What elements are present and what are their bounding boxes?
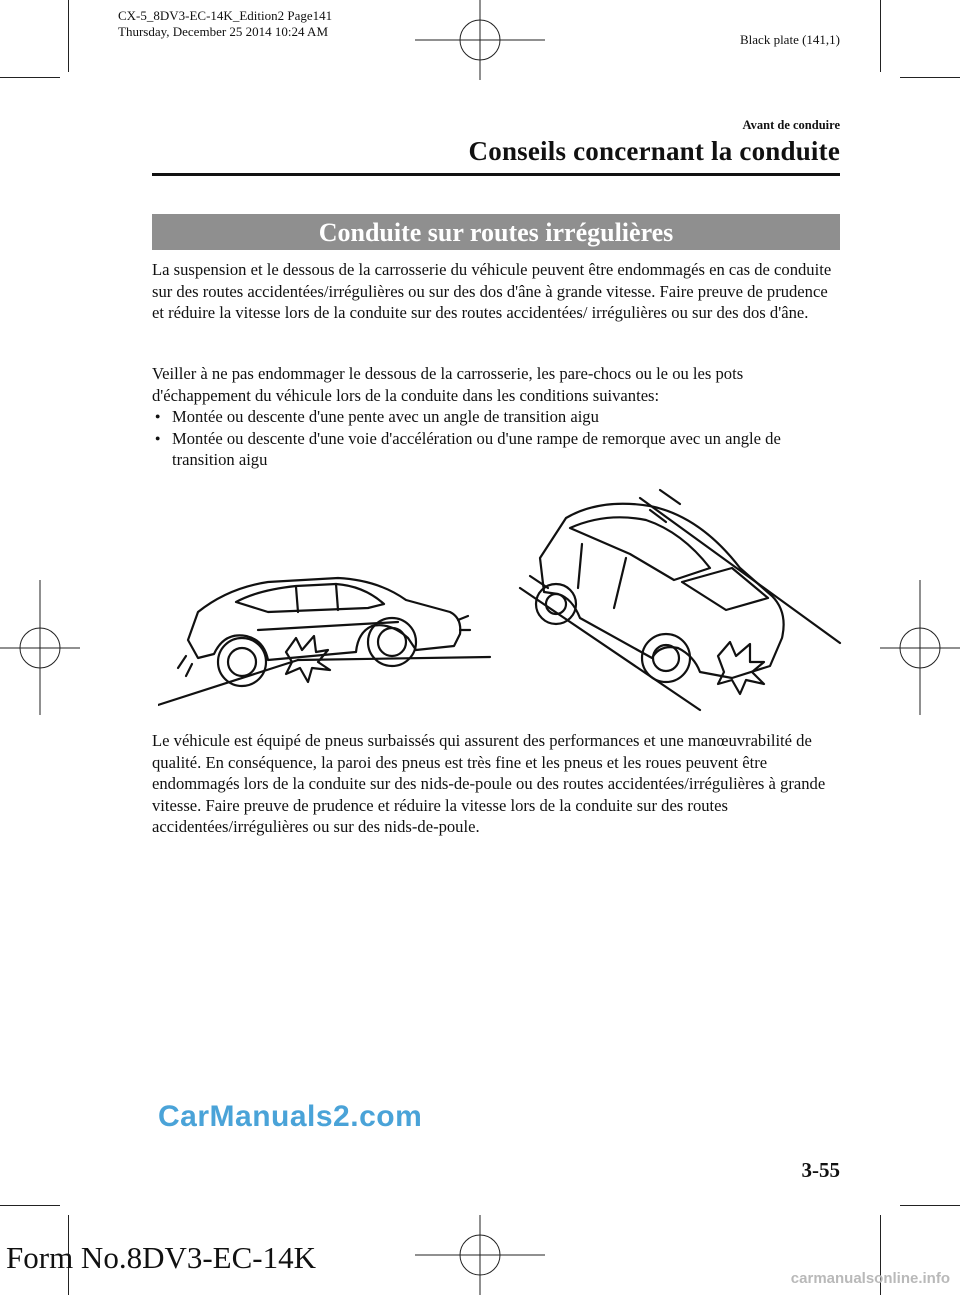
registration-mark-top (415, 0, 545, 80)
paragraph-underbody: Veiller à ne pas endommager le dessous de la carrosserie, les pare-chocs ou le ou les pots d'échappement du véhicule lors de la conduite dans les conditions suivantes: (152, 364, 744, 405)
header-rule (152, 173, 840, 176)
form-number: Form No.8DV3-EC-14K (6, 1240, 316, 1275)
chapter-label: Avant de conduire (742, 118, 840, 132)
crop-mark (68, 0, 69, 72)
file-info-line2: Thursday, December 25 2014 10:24 AM (118, 24, 329, 39)
file-info (118, 8, 332, 40)
crop-mark (900, 1205, 960, 1206)
registration-mark-right (880, 580, 960, 715)
page-heading: Conduite sur routes irrégulières (152, 214, 840, 250)
car-slope-illustration (510, 488, 845, 713)
page-number: 3-55 (801, 1158, 840, 1182)
section-title: Conseils concernant la conduite (468, 136, 840, 166)
registration-mark-bottom (415, 1215, 545, 1295)
paragraph-tires: Le véhicule est équipé de pneus surbaissés qui assurent des performances et une manœuvrabilité de qualité. En conséquence, la paroi des pneus est très fine et les pneus et les roues peuvent être endommagés lors de la conduite sur des nids-de-poule ou des routes accidentées/irrégulières à grande vitesse. Faire preuve de prudence et réduire la vitesse lors de la conduite sur des routes accidentées/irrégulières ou sur des nids-de-poule. (152, 731, 826, 836)
crop-mark (0, 77, 60, 78)
crop-mark (900, 77, 960, 78)
crop-mark (880, 0, 881, 72)
plate-label: Black plate (141,1) (740, 32, 840, 47)
car-ramp-illustration (158, 560, 493, 710)
paragraph-suspension: La suspension et le dessous de la carrosserie du véhicule peuvent être endommagés en cas de conduite sur des routes accidentées/irrégulières ou sur des dos d'âne à grande vitesse. Faire preuve de prudence et réduire la vitesse lors de la conduite sur des routes accidentées/ irrégulières ou sur des dos d'âne. (152, 260, 832, 322)
conditions-list (152, 406, 842, 471)
watermark-logo: CarManuals2.com (158, 1100, 423, 1133)
crop-mark (0, 1205, 60, 1206)
watermark-url: carmanualsonline.info (790, 1270, 950, 1287)
file-info-line1: CX-5_8DV3-EC-14K_Edition2 Page141 (118, 8, 333, 23)
list-item: ● Montée ou descente d'une voie d'accélération ou d'une rampe de remorque avec un angle de transition aigu (152, 428, 842, 471)
list-item: ● Montée ou descente d'une pente avec un angle de transition aigu (152, 406, 842, 428)
registration-mark-left (0, 580, 80, 715)
